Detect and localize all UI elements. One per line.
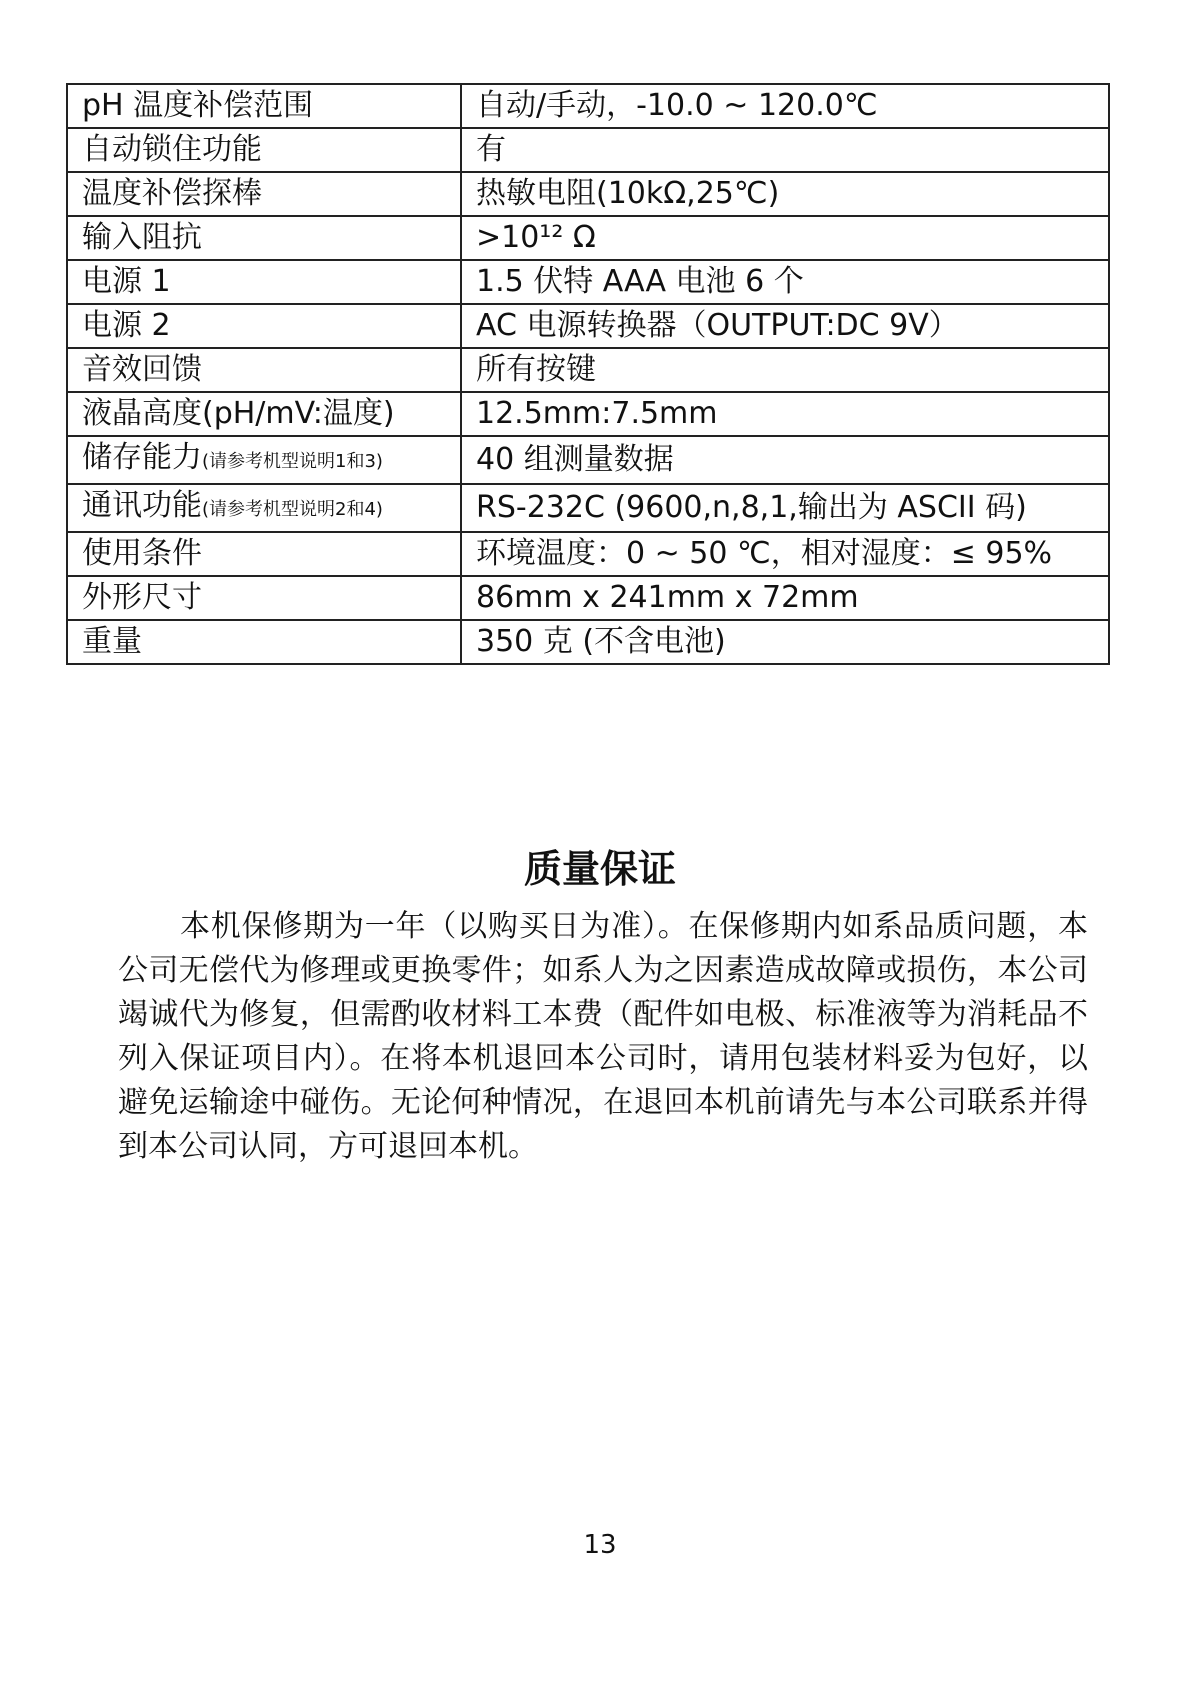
spec-label: 液晶高度(pH/mV:温度) [67, 392, 461, 436]
table-row [67, 620, 1109, 664]
spec-value: 有 [461, 128, 1109, 172]
spec-label: 外形尺寸 [67, 576, 461, 620]
spec-label: 输入阻抗 [67, 216, 461, 260]
spec-label: pH 温度补偿范围 [67, 84, 461, 128]
table-row [67, 436, 1109, 484]
spec-value: 热敏电阻(10kΩ,25℃) [461, 172, 1109, 216]
spec-label-text: 储存能力 [82, 440, 202, 475]
table-row [67, 304, 1109, 348]
spec-value: 1.5 伏特 AAA 电池 6 个 [461, 260, 1109, 304]
spec-label: 音效回馈 [67, 348, 461, 392]
warranty-paragraph: 本机保修期为一年（以购买日为准）。在保修期内如系品质问题，本公司无偿代为修理或更换零件；如系人为之因素造成故障或损伤，本公司竭诚代为修复，但需酌收材料工本费（配件如电极、标准液等为消耗品不列入保证项目内）。在将本机退回本公司时，请用包装材料妥为包好，以避免运输途中碰伤。无论何种情况，在退回本机前请先与本公司联系并得到本公司认同，方可退回本机。 [118, 909, 1088, 1164]
spec-table [66, 83, 1110, 665]
table-row [67, 128, 1109, 172]
spec-label-note: (请参考机型说明1和3) [202, 451, 383, 472]
spec-value: 所有按键 [461, 348, 1109, 392]
spec-label [67, 436, 461, 484]
table-row [67, 348, 1109, 392]
table-row [67, 260, 1109, 304]
table-row [67, 84, 1109, 128]
spec-value: 40 组测量数据 [461, 436, 1109, 484]
spec-value: 86mm x 241mm x 72mm [461, 576, 1109, 620]
table-row [67, 172, 1109, 216]
table-row [67, 532, 1109, 576]
spec-value: 350 克 (不含电池) [461, 620, 1109, 664]
spec-label-text: 通讯功能 [82, 488, 202, 523]
spec-label: 电源 1 [67, 260, 461, 304]
section-title: 质量保证 [523, 847, 676, 891]
spec-label-note: (请参考机型说明2和4) [202, 499, 383, 520]
table-row [67, 216, 1109, 260]
table-row [67, 392, 1109, 436]
table-row [67, 576, 1109, 620]
spec-label: 电源 2 [67, 304, 461, 348]
table-row [67, 484, 1109, 532]
spec-label: 自动锁住功能 [67, 128, 461, 172]
spec-value: >10¹² Ω [461, 216, 1109, 260]
spec-value: RS-232C (9600,n,8,1,输出为 ASCII 码) [461, 484, 1109, 532]
page-number: 13 [583, 1530, 617, 1560]
spec-value: 12.5mm:7.5mm [461, 392, 1109, 436]
spec-label: 重量 [67, 620, 461, 664]
spec-value: AC 电源转换器（OUTPUT:DC 9V） [461, 304, 1109, 348]
spec-label [67, 484, 461, 532]
spec-label: 温度补偿探棒 [67, 172, 461, 216]
spec-label: 使用条件 [67, 532, 461, 576]
spec-value: 自动/手动，-10.0 ~ 120.0℃ [461, 84, 1109, 128]
spec-value: 环境温度：0 ~ 50 ℃，相对湿度：≤ 95% [461, 532, 1109, 576]
